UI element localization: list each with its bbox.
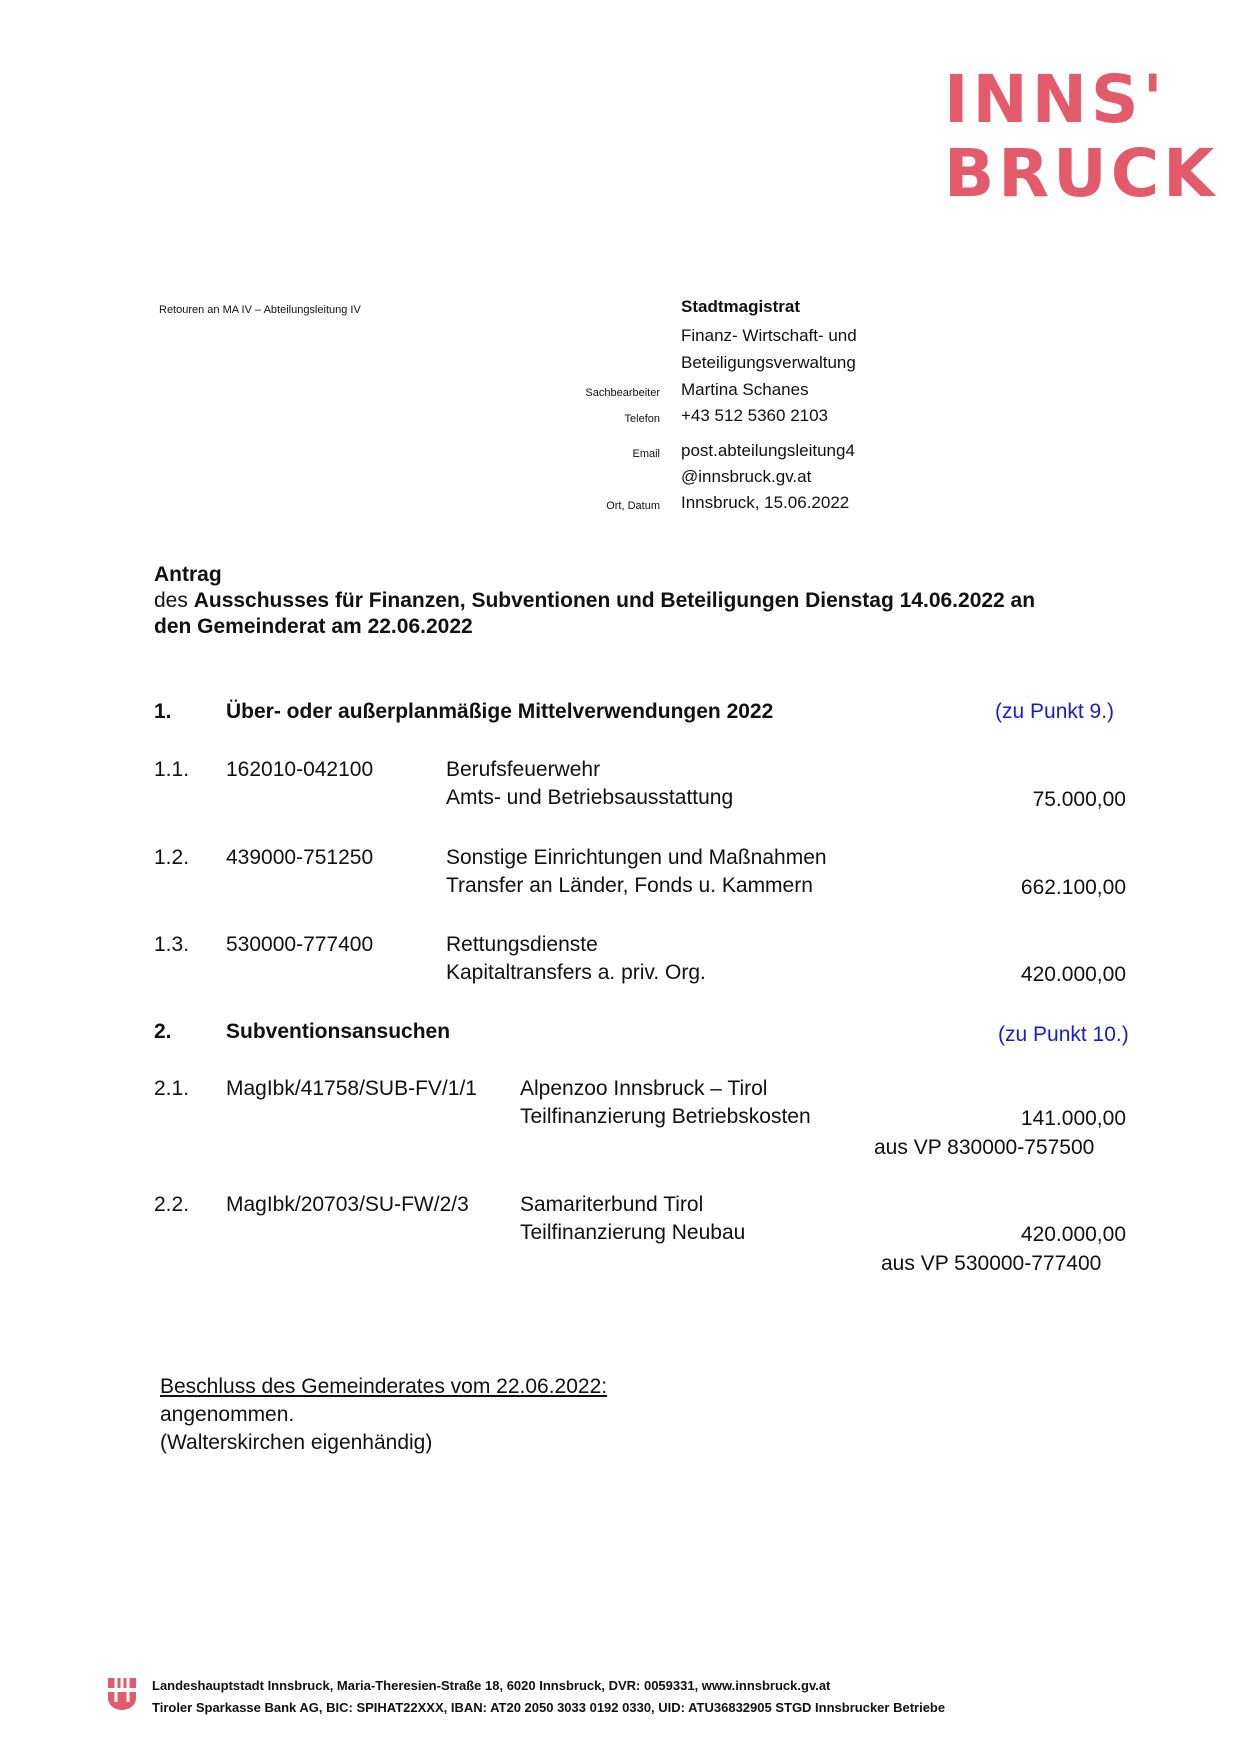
- return-address: Retouren an MA IV – Abteilungsleitung IV: [159, 304, 361, 316]
- heading-prefix: des: [154, 589, 194, 612]
- item-number: 2.1.: [154, 1077, 190, 1100]
- item-amount: 420.000,00: [1020, 1223, 1126, 1246]
- resolution-result: angenommen.: [160, 1403, 295, 1426]
- motion-heading-line-2: [154, 589, 1035, 613]
- item-number: 1.2.: [154, 846, 190, 869]
- item-budget-source: aus VP 530000-777400: [881, 1252, 1102, 1275]
- item-code: 439000-751250: [226, 846, 374, 869]
- phone-label: Telefon: [624, 413, 660, 425]
- sender-unit-line-1: Finanz- Wirtschaft- und: [681, 326, 857, 345]
- item-number: 2.2.: [154, 1193, 190, 1216]
- item-line-1: Alpenzoo Innsbruck – Tirol: [520, 1077, 768, 1100]
- item-line-1: Rettungsdienste: [446, 933, 598, 956]
- phone-value: +43 512 5360 2103: [681, 406, 829, 425]
- motion-title: Antrag: [154, 563, 222, 586]
- item-code: MagIbk/41758/SUB-FV/1/1: [226, 1077, 477, 1100]
- clerk-value: Martina Schanes: [681, 380, 809, 399]
- section-1-number: 1.: [154, 700, 172, 723]
- section-2-ref: (zu Punkt 10.): [998, 1023, 1129, 1046]
- heading-committee: Ausschusses für Finanzen, Subventionen und Beteiligungen Dienstag 14.06.2022 an: [193, 589, 1036, 612]
- item-code: MagIbk/20703/SU-FW/2/3: [226, 1193, 469, 1216]
- item-budget-source: aus VP 830000-757500: [874, 1136, 1095, 1159]
- resolution-title: Beschluss des Gemeinderates vom 22.06.2022:: [160, 1375, 608, 1398]
- email-value-line-2: @innsbruck.gv.at: [681, 467, 812, 486]
- item-line-2: Transfer an Länder, Fonds u. Kammern: [446, 874, 813, 897]
- item-line-2: Teilfinanzierung Betriebskosten: [520, 1105, 811, 1128]
- item-line-2: Amts- und Betriebsausstattung: [446, 786, 734, 809]
- logo-line-2: BRUCK: [944, 135, 1219, 212]
- item-line-2: Teilfinanzierung Neubau: [520, 1221, 746, 1244]
- item-amount: 662.100,00: [1020, 876, 1126, 899]
- sender-unit-line-2: Beteiligungsverwaltung: [681, 353, 856, 372]
- coat-of-arms-icon: [106, 1676, 138, 1712]
- section-1-ref: (zu Punkt 9.): [995, 700, 1115, 723]
- item-line-2: Kapitaltransfers a. priv. Org.: [446, 961, 706, 984]
- footer-line-1: Landeshauptstadt Innsbruck, Maria-Theresien-Straße 18, 6020 Innsbruck, DVR: 0059331, www.innsbruck.gv.at: [152, 1678, 831, 1693]
- motion-heading-line-3: den Gemeinderat am 22.06.2022: [154, 615, 473, 638]
- section-2-title: Subventionsansuchen: [226, 1020, 451, 1043]
- resolution-signature: (Walterskirchen eigenhändig): [160, 1431, 433, 1454]
- item-number: 1.1.: [154, 758, 190, 781]
- item-code: 530000-777400: [226, 933, 374, 956]
- item-line-1: Samariterbund Tirol: [520, 1193, 704, 1216]
- item-line-1: Sonstige Einrichtungen und Maßnahmen: [446, 846, 827, 869]
- email-value-line-1: post.abteilungsleitung4: [681, 441, 855, 460]
- footer-line-2: Tiroler Sparkasse Bank AG, BIC: SPIHAT22XXX, IBAN: AT20 2050 3033 0192 0330, UID: ATU36832905 STGD Innsbrucker Betriebe: [152, 1700, 946, 1715]
- section-1-title: Über- oder außerplanmäßige Mittelverwendungen 2022: [226, 700, 774, 723]
- place-date-value: Innsbruck, 15.06.2022: [681, 493, 850, 512]
- email-label: Email: [632, 448, 660, 460]
- item-code: 162010-042100: [226, 758, 374, 781]
- item-number: 1.3.: [154, 933, 190, 956]
- logo-line-1: INNS': [944, 61, 1167, 138]
- place-date-label: Ort, Datum: [606, 500, 660, 512]
- section-2-number: 2.: [154, 1020, 172, 1043]
- clerk-label: Sachbearbeiter: [585, 387, 660, 399]
- item-amount: 141.000,00: [1020, 1107, 1126, 1130]
- item-amount: 75.000,00: [1032, 788, 1126, 811]
- item-amount: 420.000,00: [1020, 963, 1126, 986]
- sender-department: Stadtmagistrat: [681, 297, 801, 316]
- item-line-1: Berufsfeuerwehr: [446, 758, 601, 781]
